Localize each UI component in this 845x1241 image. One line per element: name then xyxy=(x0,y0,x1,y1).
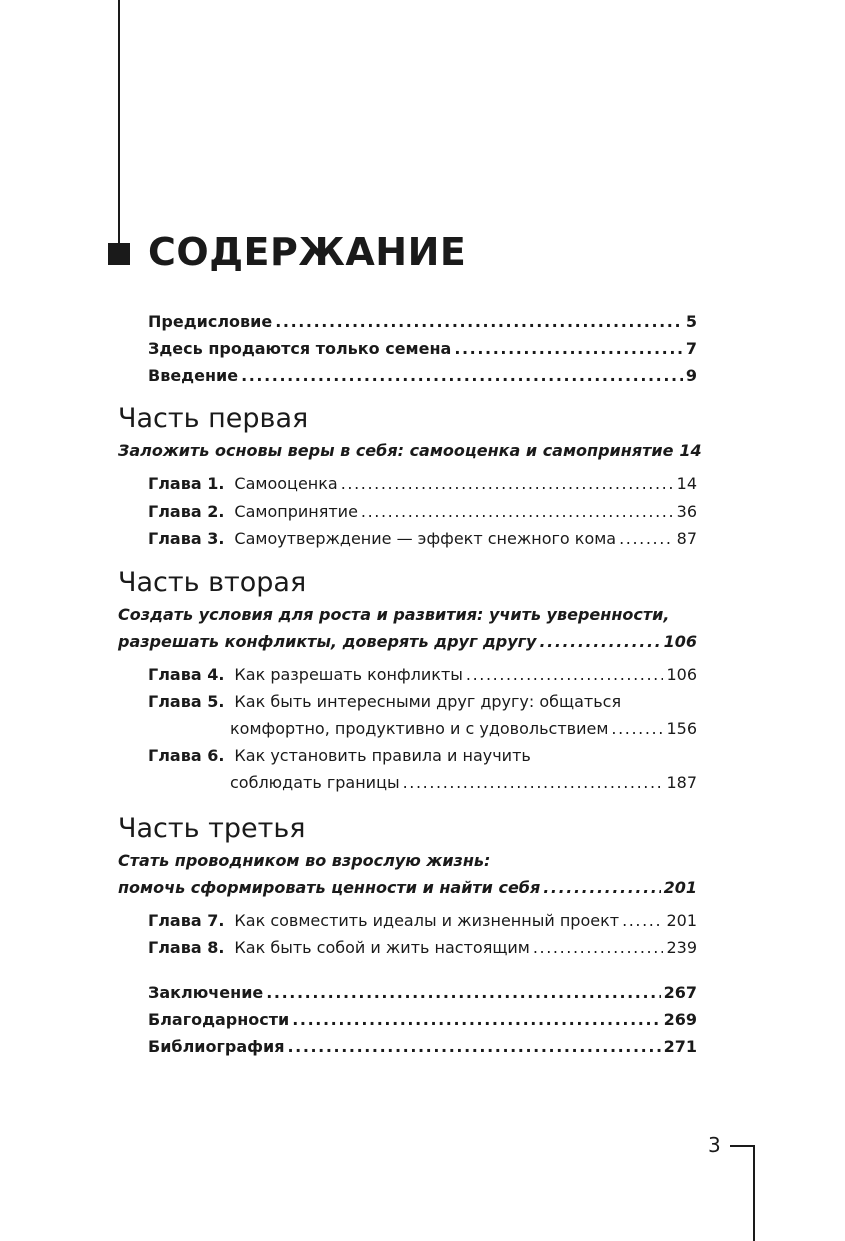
toc-entry-bibliography[interactable] xyxy=(148,1036,697,1058)
chapter-page: 14 xyxy=(676,474,697,493)
chapter-page: 201 xyxy=(666,911,697,930)
chapter-heading: Глава 6. xyxy=(148,746,225,765)
toc-entry-seeds[interactable] xyxy=(148,338,697,360)
part-title-2: Часть вторая xyxy=(118,567,307,598)
chapter-page: 36 xyxy=(676,502,697,521)
part-page: 106 xyxy=(663,632,697,651)
chapter-title: Самопринятие xyxy=(234,502,358,521)
chapter-title: Как разрешать конфликты xyxy=(234,665,463,684)
chapter-title: Как совместить идеалы и жизненный проект xyxy=(234,911,620,930)
dot-leader xyxy=(266,982,660,1004)
part-subtitle-2-line-1: Создать условия для роста и развития: учить уверенности, xyxy=(118,605,670,624)
toc-chapter-6-line-2[interactable] xyxy=(230,772,697,794)
dot-leader xyxy=(292,1009,660,1031)
toc-entry-conclusion[interactable] xyxy=(148,982,697,1004)
part-subtitle-text: помочь сформировать ценности и найти себя xyxy=(118,878,541,897)
dot-leader xyxy=(275,311,683,333)
toc-chapter-4[interactable] xyxy=(148,664,697,686)
chapter-heading: Глава 1. xyxy=(148,474,225,493)
part-subtitle-text: Заложить основы веры в себя: самооценка и самопринятие xyxy=(118,441,674,460)
toc-chapter-7[interactable] xyxy=(148,910,697,932)
page-title: СОДЕРЖАНИЕ xyxy=(148,230,467,274)
toc-entry-page: 269 xyxy=(663,1010,697,1029)
chapter-heading: Глава 4. xyxy=(148,665,225,684)
dot-leader xyxy=(241,365,683,387)
toc-chapter-8[interactable] xyxy=(148,937,697,959)
toc-entry-page: 267 xyxy=(663,983,697,1002)
toc-chapter-2[interactable] xyxy=(148,501,697,523)
dot-leader xyxy=(361,501,674,523)
part-subtitle-2[interactable] xyxy=(118,631,697,653)
part-page: 201 xyxy=(663,878,697,897)
toc-entry-label: Здесь продаются только семена xyxy=(148,339,452,358)
chapter-heading: Глава 8. xyxy=(148,938,225,957)
chapter-page: 187 xyxy=(666,773,697,792)
vertical-rule-top xyxy=(118,0,120,262)
dot-leader xyxy=(341,473,674,495)
toc-chapter-3[interactable] xyxy=(148,528,697,550)
toc-chapter-1[interactable] xyxy=(148,473,697,495)
part-title-1: Часть первая xyxy=(118,403,309,434)
chapter-title: Как быть интересными друг другу: общаться xyxy=(234,692,622,711)
toc-entry-page: 9 xyxy=(685,366,697,385)
part-page: 14 xyxy=(679,441,702,460)
toc-entry-page: 7 xyxy=(685,339,697,358)
chapter-title: Как быть собой и жить настоящим xyxy=(234,938,530,957)
toc-entry-label: Введение xyxy=(148,366,239,385)
toc-entry-label: Благодарности xyxy=(148,1010,290,1029)
page-number-rule-horizontal xyxy=(730,1145,754,1147)
toc-chapter-5[interactable] xyxy=(148,691,697,713)
dot-leader xyxy=(619,528,674,550)
dot-leader xyxy=(543,877,660,899)
chapter-page: 106 xyxy=(666,665,697,684)
chapter-heading: Глава 2. xyxy=(148,502,225,521)
chapter-title: Самооценка xyxy=(234,474,338,493)
dot-leader xyxy=(454,338,683,360)
chapter-heading: Глава 7. xyxy=(148,911,225,930)
dot-leader xyxy=(403,772,664,794)
toc-chapter-6[interactable] xyxy=(148,745,697,767)
toc-entry-label: Предисловие xyxy=(148,312,273,331)
toc-chapter-5-line-2[interactable] xyxy=(230,718,697,740)
part-subtitle-text: разрешать конфликты, доверять друг другу xyxy=(118,632,537,651)
dot-leader xyxy=(533,937,664,959)
part-subtitle-1[interactable] xyxy=(118,440,702,462)
dot-leader xyxy=(611,718,663,740)
chapter-title-continued: соблюдать границы xyxy=(230,773,400,792)
chapter-title: Самоутверждение — эффект снежного кома xyxy=(234,529,617,548)
chapter-page: 87 xyxy=(676,529,697,548)
toc-entry-preface[interactable] xyxy=(148,311,697,333)
dot-leader xyxy=(287,1036,660,1058)
chapter-page: 239 xyxy=(666,938,697,957)
chapter-title: Как установить правила и научить xyxy=(234,746,531,765)
toc-entry-page: 5 xyxy=(685,312,697,331)
toc-entry-acknowledgements[interactable] xyxy=(148,1009,697,1031)
dot-leader xyxy=(466,664,664,686)
page-number: 3 xyxy=(708,1133,721,1157)
chapter-heading: Глава 3. xyxy=(148,529,225,548)
dot-leader xyxy=(622,910,663,932)
chapter-title-continued: комфортно, продуктивно и с удовольствием xyxy=(230,719,609,738)
chapter-page: 156 xyxy=(666,719,697,738)
part-title-3: Часть третья xyxy=(118,813,306,844)
part-subtitle-3-line-1: Стать проводником во взрослую жизнь: xyxy=(118,851,491,870)
chapter-heading: Глава 5. xyxy=(148,692,225,711)
dot-leader xyxy=(539,631,660,653)
toc-entry-page: 271 xyxy=(663,1037,697,1056)
toc-entry-label: Заключение xyxy=(148,983,264,1002)
part-subtitle-3[interactable] xyxy=(118,877,697,899)
page-number-rule-vertical xyxy=(753,1145,755,1241)
title-square-marker xyxy=(108,243,130,265)
toc-entry-label: Библиография xyxy=(148,1037,285,1056)
toc-entry-introduction[interactable] xyxy=(148,365,697,387)
